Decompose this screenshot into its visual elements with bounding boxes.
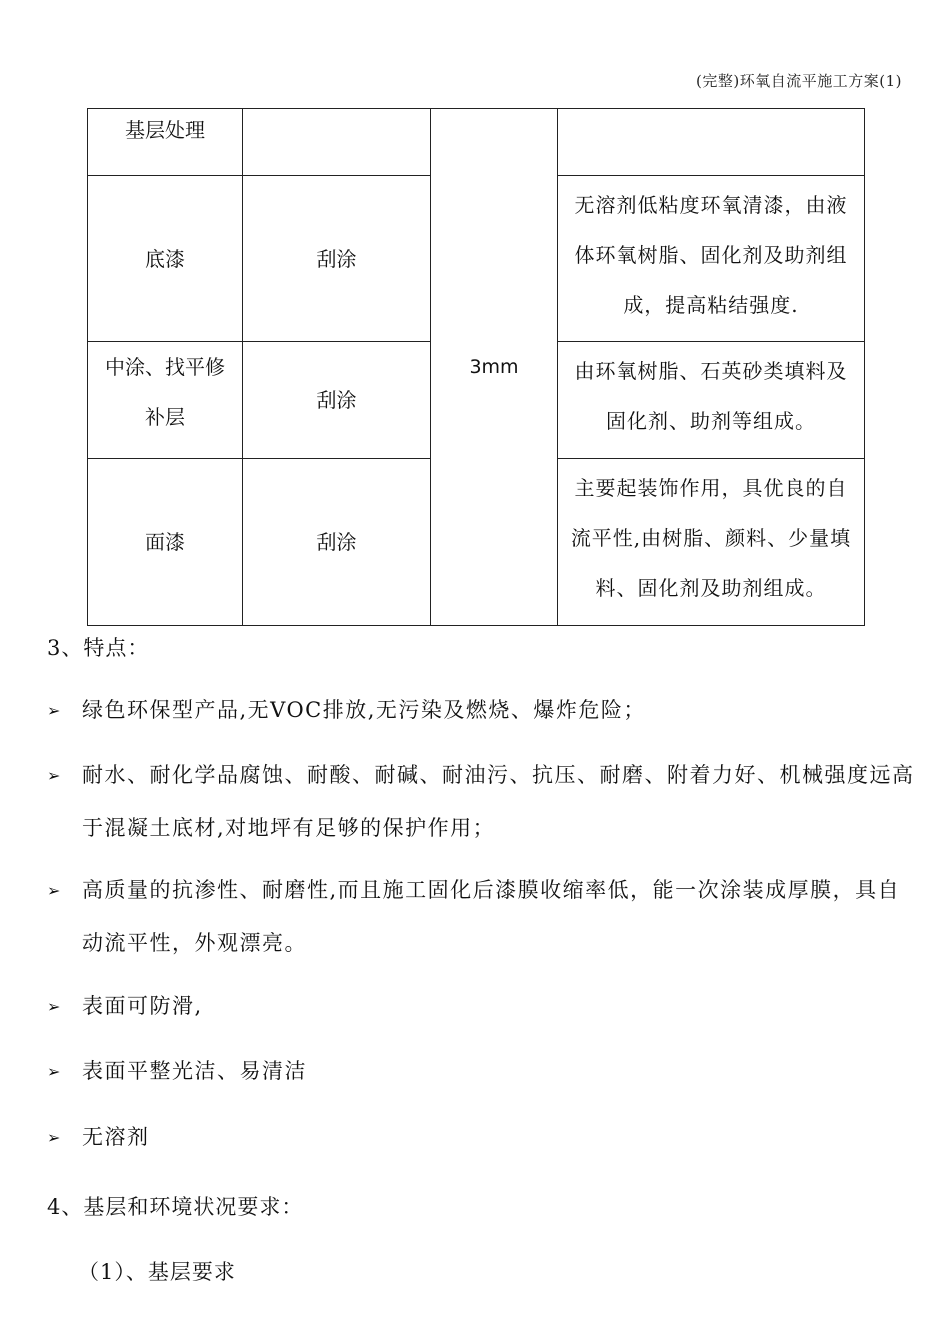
coating-layer-table — [87, 108, 865, 626]
layer-cell: 中涂、找平修补层 — [88, 342, 243, 459]
arrow-bullet-icon: ➢ — [47, 1128, 62, 1147]
method-cell: 刮涂 — [243, 459, 431, 626]
list-item — [47, 864, 917, 970]
layer-cell: 基层处理 — [88, 109, 243, 176]
layer-cell: 底漆 — [88, 176, 243, 342]
bullet-text: 绿色环保型产品,无VOC排放,无污染及燃烧、爆炸危险； — [82, 698, 646, 722]
method-cell: 刮涂 — [243, 342, 431, 459]
list-item — [47, 749, 917, 855]
method-cell: 刮涂 — [243, 176, 431, 342]
bullet-text: 高质量的抗渗性、耐磨性,而且施工固化后漆膜收缩率低，能一次涂装成厚膜，具自动流平性，外观漂亮。 — [82, 878, 901, 955]
table-row — [88, 109, 865, 176]
description-cell: 主要起装饰作用，具优良的自流平性,由树脂、颜料、少量填料、固化剂及助剂组成。 — [558, 459, 865, 626]
bullet-text: 表面平整光洁、易清洁 — [82, 1059, 307, 1083]
arrow-bullet-icon: ➢ — [47, 1062, 62, 1081]
list-item — [47, 684, 917, 737]
document-header: (完整)环氧自流平施工方案(1) — [696, 72, 902, 90]
arrow-bullet-icon: ➢ — [47, 881, 62, 900]
list-item — [47, 980, 917, 1033]
bullet-text: 表面可防滑, — [82, 994, 203, 1018]
bullet-text: 无溶剂 — [82, 1125, 150, 1149]
description-cell — [558, 109, 865, 176]
list-item — [47, 1111, 917, 1164]
subsection-heading: （1）、基层要求 — [78, 1260, 236, 1284]
section-3-heading: 3、特点： — [47, 636, 150, 660]
arrow-bullet-icon: ➢ — [47, 766, 62, 785]
arrow-bullet-icon: ➢ — [47, 701, 62, 720]
description-cell: 由环氧树脂、石英砂类填料及固化剂、助剂等组成。 — [558, 342, 865, 459]
bullet-text: 耐水、耐化学品腐蚀、耐酸、耐碱、耐油污、抗压、耐磨、附着力好、机械强度远高于混凝土底材,对地坪有足够的保护作用； — [82, 763, 915, 840]
description-cell: 无溶剂低粘度环氧清漆，由液体环氧树脂、固化剂及助剂组成，提高粘结强度. — [558, 176, 865, 342]
arrow-bullet-icon: ➢ — [47, 997, 62, 1016]
list-item — [47, 1045, 917, 1098]
section-4-heading: 4、基层和环境状况要求： — [47, 1195, 304, 1219]
thickness-cell: 3mm — [431, 109, 558, 626]
layer-cell: 面漆 — [88, 459, 243, 626]
method-cell — [243, 109, 431, 176]
